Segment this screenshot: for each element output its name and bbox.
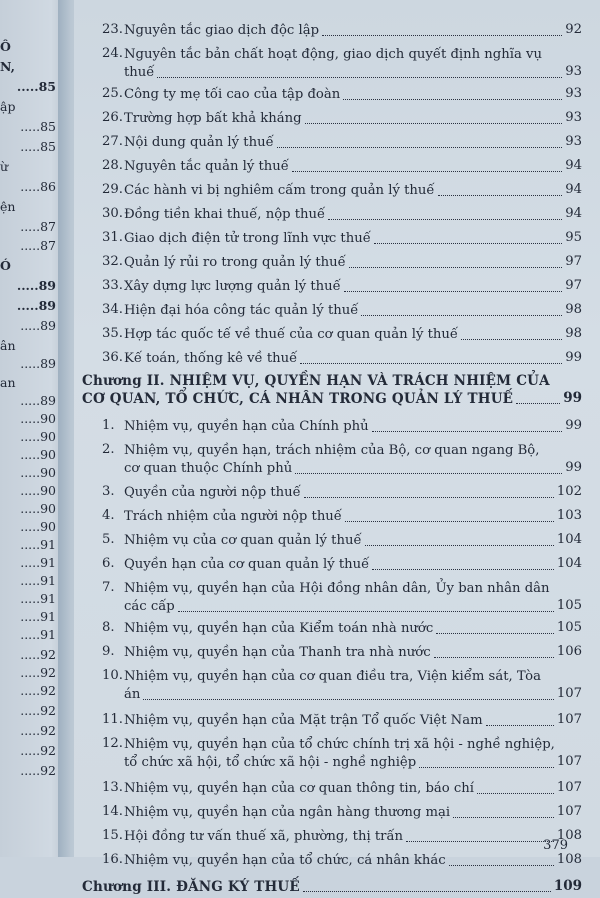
left-page-fragment	[0, 761, 56, 781]
left-fragment-page: .....92	[20, 723, 56, 738]
toc-chapter-heading[interactable]	[74, 372, 600, 410]
toc-entry-number: 29.	[102, 182, 123, 197]
toc-entry[interactable]	[74, 556, 600, 576]
toc-chapter-heading[interactable]	[74, 878, 600, 898]
left-fragment-text: an	[0, 375, 16, 390]
toc-page-number: 105	[556, 620, 582, 635]
left-fragment-page: .....87	[20, 238, 56, 253]
title-line-continued: tổ chức xã hội, tổ chức xã hội - nghề nghiệp	[124, 755, 417, 770]
toc-entry-number: 26.	[102, 110, 123, 125]
title-line: Nhiệm vụ, quyền hạn của Kiểm toán nhà nước	[124, 621, 434, 636]
toc-entry-title	[124, 804, 582, 822]
left-fragment-page: .....90	[20, 447, 56, 462]
dot-leader	[419, 767, 554, 768]
toc-entry-title	[124, 620, 582, 638]
left-fragment-page: .....91	[20, 573, 56, 588]
left-page-fragment	[0, 316, 56, 336]
title-line: Hợp tác quốc tế về thuế của cơ quan quản lý thuế	[124, 327, 459, 342]
left-fragment-page: .....89	[20, 318, 56, 333]
left-fragment-text: N,	[0, 59, 15, 74]
left-page-fragment	[0, 625, 56, 645]
toc-entry-title	[124, 780, 582, 798]
left-fragment-page: .....91	[20, 591, 56, 606]
toc-entry-number: 23.	[102, 22, 123, 37]
title-line-continued: cơ quan thuộc Chính phủ	[124, 461, 293, 476]
dot-leader	[365, 545, 554, 546]
toc-entry[interactable]	[74, 22, 600, 42]
left-page-fragment	[0, 236, 56, 256]
toc-entry-title	[124, 508, 582, 526]
toc-entry-number: 5.	[102, 532, 115, 547]
toc-entry[interactable]	[74, 852, 600, 872]
dot-leader	[303, 891, 551, 892]
toc-entry[interactable]	[74, 804, 600, 824]
toc-entry-number: 25.	[102, 86, 123, 101]
dot-leader	[143, 699, 553, 700]
toc-page-number: 107	[556, 686, 582, 701]
left-page-fragment	[0, 77, 56, 97]
left-page-fragment	[0, 701, 56, 721]
toc-entry-title	[124, 22, 582, 40]
left-fragment-text: ân	[0, 338, 16, 353]
toc-page-number: 107	[556, 712, 582, 727]
toc-entry[interactable]	[74, 46, 600, 84]
dot-leader	[434, 657, 554, 658]
dot-leader	[361, 315, 562, 316]
toc-entry-title	[124, 134, 582, 152]
title-line: Các hành vi bị nghiêm cấm trong quản lý thuế	[124, 183, 435, 198]
toc-entry[interactable]	[74, 442, 600, 480]
toc-entry-title	[124, 110, 582, 128]
toc-entry-number: 28.	[102, 158, 123, 173]
toc-page	[74, 0, 600, 895]
toc-entry[interactable]	[74, 206, 600, 226]
toc-entry-title	[124, 206, 582, 224]
dot-leader	[372, 569, 554, 570]
toc-entry-number: 4.	[102, 508, 115, 523]
toc-entry-title	[124, 326, 582, 344]
toc-entry-title	[124, 852, 582, 870]
title-line: Kế toán, thống kê về thuế	[124, 351, 298, 366]
title-line: Nhiệm vụ, quyền hạn của cơ quan thông tin, báo chí	[124, 781, 475, 796]
dot-leader	[461, 339, 562, 340]
toc-page-number: 104	[556, 532, 582, 547]
left-page-fragment	[0, 177, 56, 197]
page-number: 379	[543, 838, 568, 853]
toc-page-number: 94	[565, 182, 582, 197]
left-fragment-page: .....91	[20, 627, 56, 642]
toc-entry-title	[124, 254, 582, 272]
left-fragment-text: ện	[0, 199, 16, 214]
toc-entry[interactable]	[74, 484, 600, 504]
dot-leader	[374, 243, 562, 244]
toc-entry[interactable]	[74, 278, 600, 298]
dot-leader	[436, 633, 554, 634]
left-fragment-page: .....92	[20, 763, 56, 778]
left-fragment-page: .....92	[20, 647, 56, 662]
left-page-fragment	[0, 663, 56, 683]
dot-leader	[477, 793, 554, 794]
toc-page-number: 108	[556, 852, 582, 867]
dot-leader	[292, 171, 562, 172]
left-fragment-page: .....90	[20, 483, 56, 498]
dot-leader	[322, 35, 562, 36]
previous-page-edge	[0, 0, 64, 857]
left-page-fragment	[0, 681, 56, 701]
title-line: Nhiệm vụ, quyền hạn của Thanh tra nhà nước	[124, 645, 431, 660]
toc-entry-number: 15.	[102, 828, 123, 843]
left-page-fragment	[0, 499, 56, 519]
title-line: Trách nhiệm của người nộp thuế	[124, 509, 342, 524]
toc-entry-number: 10.	[102, 668, 123, 683]
left-page-fragment	[0, 571, 56, 591]
title-line-continued: án	[124, 687, 141, 702]
title-line: Đồng tiền khai thuế, nộp thuế	[124, 207, 326, 222]
toc-entry-number: 11.	[102, 712, 123, 727]
left-fragment-page: .....90	[20, 429, 56, 444]
toc-entry[interactable]	[74, 620, 600, 640]
title-line: Nhiệm vụ, quyền hạn của tổ chức, cá nhân khác	[124, 853, 446, 868]
toc-entry-title	[124, 532, 582, 550]
toc-page-number: 107	[556, 804, 582, 819]
toc-entry-number: 9.	[102, 644, 115, 659]
toc-entry-number: 8.	[102, 620, 115, 635]
toc-entry[interactable]	[74, 230, 600, 250]
title-line: Trường hợp bất khả kháng	[124, 111, 302, 126]
toc-page-number: 93	[565, 110, 582, 125]
title-line: Nguyên tắc giao dịch độc lập	[124, 23, 320, 38]
left-fragment-page: .....91	[20, 555, 56, 570]
toc-entry-title	[124, 712, 582, 730]
toc-entry-title	[124, 644, 582, 662]
dot-leader	[349, 267, 562, 268]
toc-page-number: 102	[556, 484, 582, 499]
left-fragment-page: .....89	[20, 393, 56, 408]
title-line: Quản lý rủi ro trong quản lý thuế	[124, 255, 346, 270]
toc-entry-title	[124, 302, 582, 320]
toc-page-number: 109	[553, 878, 582, 894]
toc-entry-title	[124, 278, 582, 296]
toc-page-number: 99	[565, 418, 582, 433]
title-line: Nhiệm vụ, quyền hạn của ngân hàng thương mại	[124, 805, 451, 820]
toc-entry-title	[124, 230, 582, 248]
toc-entry[interactable]	[74, 828, 600, 848]
left-page-fragment	[0, 97, 56, 117]
toc-page-number: 99	[565, 460, 582, 475]
left-page-fragment	[0, 463, 56, 483]
toc-entry-number: 7.	[102, 580, 115, 595]
toc-entry[interactable]	[74, 668, 600, 706]
toc-page-number: 95	[565, 230, 582, 245]
toc-entry-title	[124, 556, 582, 574]
toc-entry[interactable]	[74, 350, 600, 370]
title-line-continued: thuế	[124, 65, 155, 80]
title-line: Công ty mẹ tối cao của tập đoàn	[124, 87, 341, 102]
title-line: Nhiệm vụ của cơ quan quản lý thuế	[124, 533, 362, 548]
title-line: Giao dịch điện tử trong lĩnh vực thuế	[124, 231, 371, 246]
toc-entry[interactable]	[74, 644, 600, 664]
title-line: Nhiệm vụ, quyền hạn của cơ quan điều tra, Viện kiểm sát, Tòa	[124, 669, 541, 684]
dot-leader	[304, 497, 554, 498]
toc-page-number: 105	[556, 598, 582, 613]
left-fragment-text: Ô	[0, 39, 11, 54]
toc-entry[interactable]	[74, 182, 600, 202]
dot-leader	[295, 473, 562, 474]
dot-leader	[486, 725, 554, 726]
left-page-fragment	[0, 409, 56, 429]
toc-entry-number: 27.	[102, 134, 123, 149]
title-line: Nhiệm vụ, quyền hạn của Hội đồng nhân dân, Ủy ban nhân dân	[124, 581, 550, 596]
toc-page-number: 93	[565, 134, 582, 149]
title-line-continued: CƠ QUAN, TỔ CHỨC, CÁ NHÂN TRONG QUẢN LÝ THUẾ	[82, 391, 514, 407]
title-line: Nhiệm vụ, quyền hạn của tổ chức chính trị xã hội - nghề nghiệp,	[124, 737, 555, 752]
left-fragment-page: .....92	[20, 743, 56, 758]
toc-page-number: 92	[565, 22, 582, 37]
toc-page-number: 93	[565, 86, 582, 101]
title-line: Nguyên tắc quản lý thuế	[124, 159, 289, 174]
left-page-fragment	[0, 276, 56, 296]
toc-entry-title	[124, 86, 582, 104]
toc-page-number: 99	[563, 390, 582, 406]
dot-leader	[438, 195, 563, 196]
left-fragment-page: .....92	[20, 665, 56, 680]
left-fragment-page: .....85	[20, 139, 56, 154]
toc-entry-number: 13.	[102, 780, 123, 795]
toc-entry[interactable]	[74, 532, 600, 552]
toc-page-number: 104	[556, 556, 582, 571]
left-fragment-page: .....92	[20, 703, 56, 718]
toc-entry-number: 2.	[102, 442, 115, 457]
left-fragment-page: .....91	[20, 537, 56, 552]
toc-page-number: 94	[565, 158, 582, 173]
title-line: Nhiệm vụ, quyền hạn của Chính phủ	[124, 419, 369, 434]
toc-entry-number: 24.	[102, 46, 123, 61]
title-line: Quyền hạn của cơ quan quản lý thuế	[124, 557, 370, 572]
chapter-title	[82, 372, 582, 408]
dot-leader	[516, 403, 560, 404]
left-page-fragment	[0, 645, 56, 665]
toc-page-number: 93	[565, 64, 582, 79]
toc-entry-title	[124, 158, 582, 176]
dot-leader	[300, 363, 562, 364]
toc-entry-number: 1.	[102, 418, 115, 433]
toc-entry-number: 30.	[102, 206, 123, 221]
left-page-fragment	[0, 137, 56, 157]
toc-entry[interactable]	[74, 418, 600, 438]
left-page-fragment	[0, 57, 56, 77]
title-line: Hội đồng tư vấn thuế xã, phường, thị trấn	[124, 829, 404, 844]
left-fragment-text: ừ	[0, 159, 9, 174]
title-line: Hiện đại hóa công tác quản lý thuế	[124, 303, 359, 318]
toc-entry[interactable]	[74, 580, 600, 618]
toc-page-number: 108	[556, 828, 582, 843]
toc-entry-number: 6.	[102, 556, 115, 571]
toc-entry[interactable]	[74, 158, 600, 178]
left-page-fragment	[0, 117, 56, 137]
title-line: Nhiệm vụ, quyền hạn, trách nhiệm của Bộ, cơ quan ngang Bộ,	[124, 443, 540, 458]
toc-entry-title	[124, 418, 582, 436]
left-page-fragment	[0, 427, 56, 447]
toc-entry-title	[124, 182, 582, 200]
dot-leader	[406, 841, 554, 842]
title-line: Nhiệm vụ, quyền hạn của Mặt trận Tổ quốc Việt Nam	[124, 713, 483, 728]
left-fragment-page: .....90	[20, 411, 56, 426]
toc-page-number: 103	[556, 508, 582, 523]
toc-entry[interactable]	[74, 254, 600, 274]
left-fragment-page: .....85	[16, 79, 56, 94]
dot-leader	[305, 123, 563, 124]
dot-leader	[345, 521, 554, 522]
toc-entry[interactable]	[74, 326, 600, 346]
left-page-fragment	[0, 445, 56, 465]
title-line: Chương III. ĐĂNG KÝ THUẾ	[82, 879, 300, 895]
toc-entry[interactable]	[74, 712, 600, 732]
dot-leader	[344, 291, 562, 292]
toc-entry[interactable]	[74, 86, 600, 106]
left-page-fragment	[0, 589, 56, 609]
dot-leader	[157, 77, 562, 78]
left-fragment-page: .....90	[20, 519, 56, 534]
left-fragment-text: Ó	[0, 258, 11, 273]
dot-leader	[343, 99, 562, 100]
left-fragment-page: .....90	[20, 465, 56, 480]
toc-entry-number: 32.	[102, 254, 123, 269]
dot-leader	[178, 611, 554, 612]
toc-page-number: 107	[556, 754, 582, 769]
dot-leader	[277, 147, 563, 148]
left-page-fragment	[0, 721, 56, 741]
title-line: Nội dung quản lý thuế	[124, 135, 274, 150]
dot-leader	[449, 865, 554, 866]
toc-entry-number: 3.	[102, 484, 115, 499]
title-line: Chương II. NHIỆM VỤ, QUYỀN HẠN VÀ TRÁCH NHIỆM CỦA	[82, 373, 550, 389]
toc-page-number: 107	[556, 780, 582, 795]
left-page-fragment	[0, 197, 56, 217]
left-fragment-page: .....92	[20, 683, 56, 698]
toc-entry[interactable]	[74, 134, 600, 154]
toc-entry[interactable]	[74, 736, 600, 774]
toc-entry-number: 34.	[102, 302, 123, 317]
left-page-fragment	[0, 354, 56, 374]
left-fragment-page: .....87	[20, 219, 56, 234]
toc-page-number: 98	[565, 302, 582, 317]
left-fragment-text: ập	[0, 99, 16, 114]
left-fragment-page: .....91	[20, 609, 56, 624]
dot-leader	[328, 219, 562, 220]
left-fragment-page: .....89	[16, 298, 56, 313]
toc-entry-title	[124, 350, 582, 368]
left-page-fragment	[0, 336, 56, 356]
left-page-fragment	[0, 296, 56, 316]
left-page-fragment	[0, 517, 56, 537]
left-page-fragment	[0, 37, 56, 57]
toc-page-number: 94	[565, 206, 582, 221]
toc-page-number: 98	[565, 326, 582, 341]
dot-leader	[453, 817, 554, 818]
left-page-fragment	[0, 607, 56, 627]
toc-entry[interactable]	[74, 780, 600, 800]
dot-leader	[372, 431, 563, 432]
chapter-title	[82, 878, 582, 896]
left-page-fragment	[0, 256, 56, 276]
toc-entry-number: 33.	[102, 278, 123, 293]
left-page-fragment	[0, 217, 56, 237]
title-line-continued: các cấp	[124, 599, 175, 614]
left-fragment-page: .....85	[20, 119, 56, 134]
left-fragment-page: .....89	[16, 278, 56, 293]
left-page-fragment	[0, 741, 56, 761]
toc-page-number: 99	[565, 350, 582, 365]
toc-entry-number: 12.	[102, 736, 123, 751]
title-line: Xây dựng lực lượng quản lý thuế	[124, 279, 341, 294]
toc-entry-title	[124, 484, 582, 502]
toc-page-number: 97	[565, 254, 582, 269]
toc-entry[interactable]	[74, 508, 600, 528]
toc-entry-number: 16.	[102, 852, 123, 867]
left-page-fragment	[0, 535, 56, 555]
left-fragment-page: .....89	[20, 356, 56, 371]
toc-entry[interactable]	[74, 302, 600, 322]
toc-page-number: 97	[565, 278, 582, 293]
title-line: Quyền của người nộp thuế	[124, 485, 301, 500]
toc-entry-number: 31.	[102, 230, 123, 245]
left-page-fragment	[0, 481, 56, 501]
toc-entry[interactable]	[74, 110, 600, 130]
left-page-fragment	[0, 373, 56, 393]
left-fragment-page: .....90	[20, 501, 56, 516]
toc-entry-number: 35.	[102, 326, 123, 341]
toc-page-number: 106	[556, 644, 582, 659]
left-fragment-page: .....86	[20, 179, 56, 194]
toc-entry-title	[124, 828, 582, 846]
toc-entry-number: 14.	[102, 804, 123, 819]
left-page-fragment	[0, 553, 56, 573]
toc-entry-number: 36.	[102, 350, 123, 365]
title-line: Nguyên tắc bản chất hoạt động, giao dịch quyết định nghĩa vụ	[124, 47, 542, 62]
left-page-fragment	[0, 157, 56, 177]
left-page-fragment	[0, 391, 56, 411]
